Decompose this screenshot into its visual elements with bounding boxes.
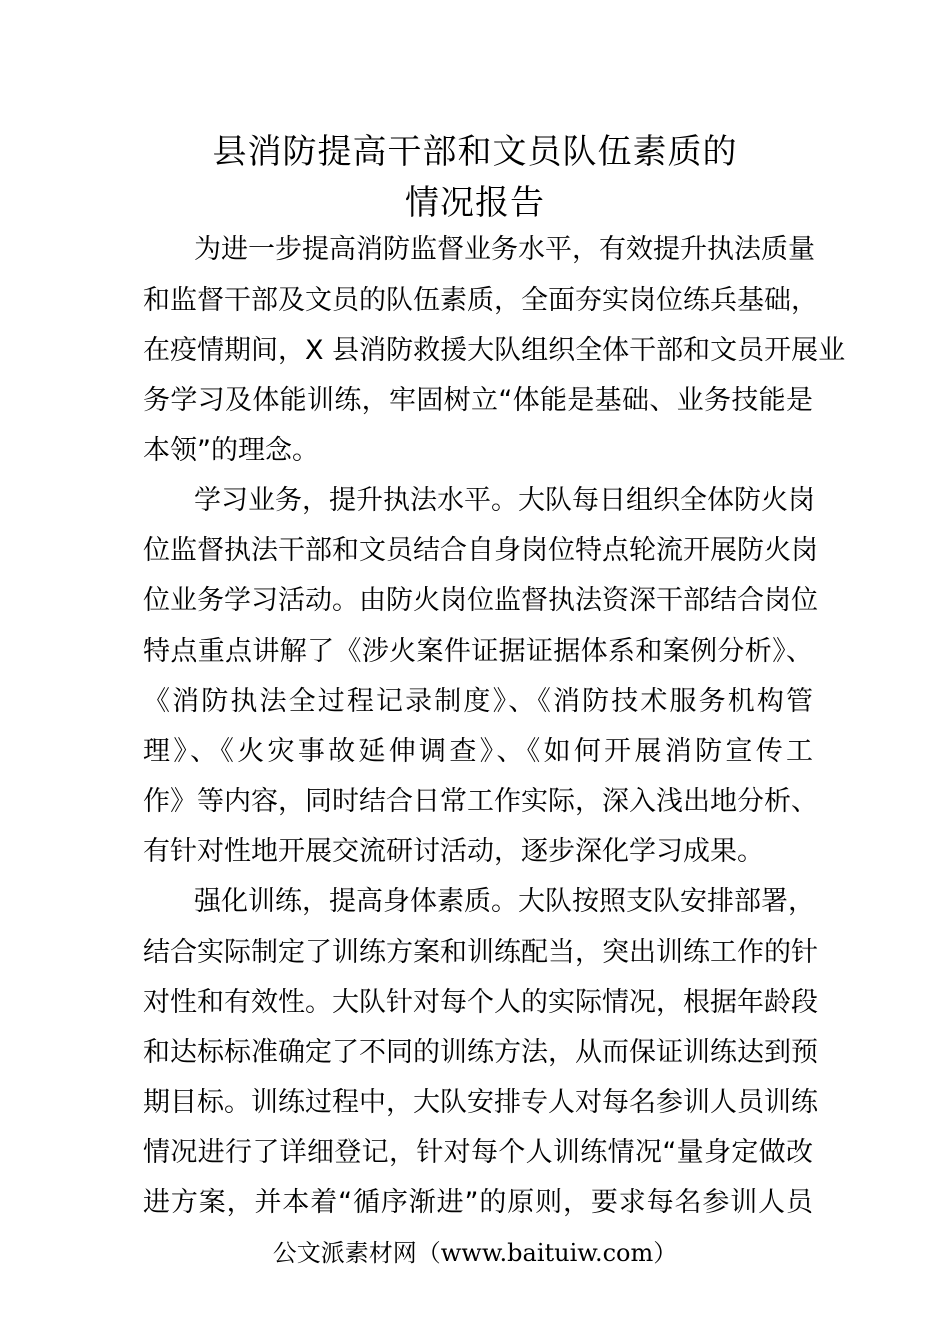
paragraph-3-line-7: 进方案，并本着“循序渐进”的原则，要求每名参训人员 bbox=[143, 1187, 813, 1218]
paragraph-2-line-4: 特点重点讲解了《涉火案件证据证据体系和案例分析》、 bbox=[143, 636, 813, 667]
paragraph-1-line-3: 在疫情期间，X 县消防救援大队组织全体干部和文员开展业 bbox=[143, 335, 846, 366]
paragraph-2-line-1: 学习业务，提升执法水平。大队每日组织全体防火岗 bbox=[194, 485, 815, 516]
paragraph-2-line-3: 位业务学习活动。由防火岗位监督执法资深干部结合岗位 bbox=[143, 585, 818, 616]
document-title-line-1: 县消防提高干部和文员队伍素质的 bbox=[212, 132, 738, 172]
footer-watermark-text: 公文派素材网（www.baituiw.com） bbox=[272, 1239, 678, 1267]
paragraph-3-line-3: 对性和有效性。大队针对每个人的实际情况，根据年龄段 bbox=[143, 987, 818, 1018]
paragraph-3-line-4: 和达标标准确定了不同的训练方法，从而保证训练达到预 bbox=[143, 1037, 818, 1068]
paragraph-1-line-2: 和监督干部及文员的队伍素质，全面夯实岗位练兵基础， bbox=[143, 285, 818, 316]
paragraph-2-line-8: 有针对性地开展交流研讨活动，逐步深化学习成果。 bbox=[143, 836, 764, 867]
paragraph-2-line-5: 《消防执法全过程记录制度》、《消防技术服务机构管 bbox=[143, 686, 813, 717]
paragraph-1-line-5: 本领”的理念。 bbox=[143, 435, 319, 466]
paragraph-3-line-1: 强化训练，提高身体素质。大队按照支队安排部署， bbox=[194, 886, 815, 917]
document-title-line-2: 情况报告 bbox=[405, 183, 545, 223]
paragraph-2-line-2: 位监督执法干部和文员结合自身岗位特点轮流开展防火岗 bbox=[143, 535, 818, 566]
paragraph-3-line-5: 期目标。训练过程中，大队安排专人对每名参训人员训练 bbox=[143, 1087, 818, 1118]
paragraph-3-line-6: 情况进行了详细登记，针对每个人训练情况“量身定做改 bbox=[143, 1137, 813, 1168]
paragraph-1-line-1: 为进一步提高消防监督业务水平，有效提升执法质量 bbox=[194, 234, 815, 265]
paragraph-2-line-6: 理》、《火灾事故延伸调查》、《如何开展消防宣传工 bbox=[143, 736, 813, 767]
paragraph-2-line-7: 作》等内容，同时结合日常工作实际，深入浅出地分析、 bbox=[143, 786, 818, 817]
paragraph-3-line-2: 结合实际制定了训练方案和训练配当，突出训练工作的针 bbox=[143, 937, 818, 968]
paragraph-1-line-4: 务学习及体能训练，牢固树立“体能是基础、业务技能是 bbox=[143, 385, 813, 416]
